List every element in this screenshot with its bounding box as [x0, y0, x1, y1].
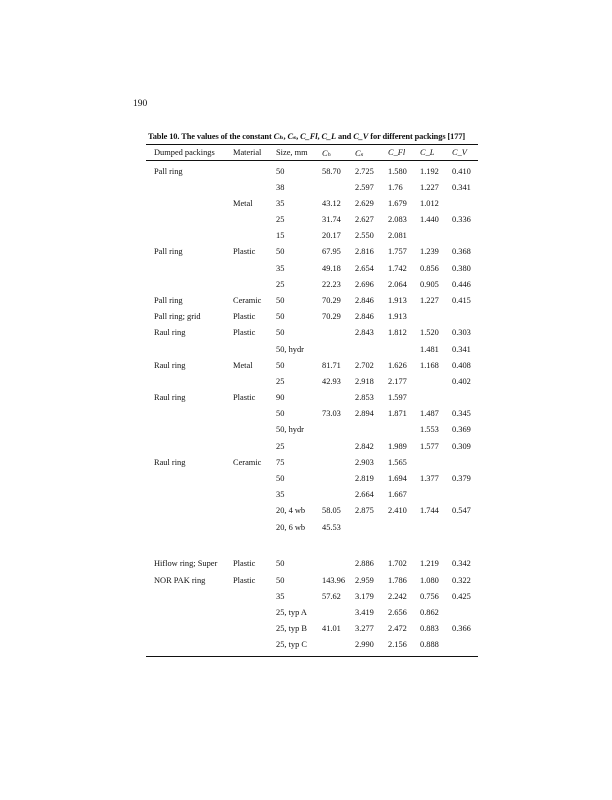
- table-cell: 1.913: [388, 312, 407, 321]
- caption-symbol-cv: C_V: [353, 132, 369, 141]
- caption-symbol-ch: Cₕ: [273, 132, 284, 141]
- table-cell: 0.415: [452, 296, 471, 305]
- table-cell: 50, hydr: [276, 345, 304, 354]
- table-cell: 1.871: [388, 409, 407, 418]
- table-cell: 31.74: [322, 215, 341, 224]
- table-cell: 0.368: [452, 247, 471, 256]
- table-cell: 42.93: [322, 377, 341, 386]
- table-cell: Pall ring: [154, 167, 183, 176]
- table-row: [0, 456, 612, 472]
- caption-symbol-cfl: C_Fl: [300, 132, 318, 141]
- header-size: Size, mm: [276, 148, 308, 157]
- table-cell: 2.725: [355, 167, 374, 176]
- table-cell: 1.626: [388, 361, 407, 370]
- table-cell: 67.95: [322, 247, 341, 256]
- table-cell: 1.786: [388, 576, 407, 585]
- table-cell: Raul ring: [154, 361, 186, 370]
- table-cell: 0.547: [452, 506, 471, 515]
- table-cell: 0.425: [452, 592, 471, 601]
- table-cell: Ceramic: [233, 458, 262, 467]
- table-cell: 2.846: [355, 296, 374, 305]
- table-cell: Plastic: [233, 312, 256, 321]
- table-cell: 2.064: [388, 280, 407, 289]
- table-cell: 2.177: [388, 377, 407, 386]
- table-cell: 2.083: [388, 215, 407, 224]
- table-row: [0, 326, 612, 342]
- table-cell: 2.990: [355, 640, 374, 649]
- table-cell: 1.580: [388, 167, 407, 176]
- table-row: [0, 343, 612, 359]
- header-material: Material: [233, 148, 262, 157]
- table-cell: 0.408: [452, 361, 471, 370]
- table-cell: 2.918: [355, 377, 374, 386]
- table-cell: 2.410: [388, 506, 407, 515]
- table-cell: 43.12: [322, 199, 341, 208]
- table-cell: 50, hydr: [276, 425, 304, 434]
- table-cell: Ceramic: [233, 296, 262, 305]
- table-cell: 2.842: [355, 442, 374, 451]
- table-cell: 0.888: [420, 640, 439, 649]
- table-cell: 57.62: [322, 592, 341, 601]
- table-cell: 2.472: [388, 624, 407, 633]
- table-cell: 41.01: [322, 624, 341, 633]
- table-cell: 45.53: [322, 523, 341, 532]
- table-cell: 1.239: [420, 247, 439, 256]
- table-cell: 2.875: [355, 506, 374, 515]
- table-cell: 2.816: [355, 247, 374, 256]
- page-number: 190: [133, 99, 148, 109]
- table-cell: 1.080: [420, 576, 439, 585]
- table-cell: 3.179: [355, 592, 374, 601]
- table-cell: 2.846: [355, 312, 374, 321]
- table-cell: 75: [276, 458, 285, 467]
- table-cell: 1.694: [388, 474, 407, 483]
- table-cell: 0.883: [420, 624, 439, 633]
- table-cell: Plastic: [233, 247, 256, 256]
- table-cell: 90: [276, 393, 285, 402]
- table-cell: 0.303: [452, 328, 471, 337]
- table-cell: Plastic: [233, 393, 256, 402]
- table-cell: 50: [276, 312, 285, 321]
- table-cell: Plastic: [233, 576, 256, 585]
- table-row: [0, 245, 612, 261]
- table-cell: 50: [276, 296, 285, 305]
- table-row: [0, 472, 612, 488]
- table-cell: 0.410: [452, 167, 471, 176]
- table-cell: 35: [276, 592, 285, 601]
- table-row: [0, 229, 612, 245]
- table-cell: 0.402: [452, 377, 471, 386]
- table-cell: 1.989: [388, 442, 407, 451]
- table-cell: 0.322: [452, 576, 471, 585]
- table-cell: 0.379: [452, 474, 471, 483]
- table-cell: 2.242: [388, 592, 407, 601]
- table-row: [0, 488, 612, 504]
- table-cell: 2.654: [355, 264, 374, 273]
- table-cell: 50: [276, 474, 285, 483]
- table-cell: 1.597: [388, 393, 407, 402]
- table-cell: 3.277: [355, 624, 374, 633]
- table-cell: 2.664: [355, 490, 374, 499]
- table-cell: 1.812: [388, 328, 407, 337]
- table-cell: 70.29: [322, 312, 341, 321]
- table-cell: 50: [276, 361, 285, 370]
- table-cell: 2.853: [355, 393, 374, 402]
- table-row: [0, 165, 612, 181]
- table-cell: 0.756: [420, 592, 439, 601]
- table-cell: 2.959: [355, 576, 374, 585]
- table-row: [0, 606, 612, 622]
- table-cell: 1.440: [420, 215, 439, 224]
- table-row: [0, 622, 612, 638]
- table-cell: 81.71: [322, 361, 341, 370]
- table-cell: 1.757: [388, 247, 407, 256]
- table-row: [0, 197, 612, 213]
- table-cell: 50: [276, 167, 285, 176]
- table-cell: Hiflow ring; Super: [154, 559, 218, 568]
- header-cfl: C_Fl: [388, 148, 406, 157]
- table-cell: 25: [276, 377, 285, 386]
- table-cell: 50: [276, 409, 285, 418]
- table-cell: 58.05: [322, 506, 341, 515]
- table-cell: 1.744: [420, 506, 439, 515]
- table-cell: 50: [276, 247, 285, 256]
- table-cell: 2.696: [355, 280, 374, 289]
- table-cell: 2.886: [355, 559, 374, 568]
- table-cell: 2.597: [355, 183, 374, 192]
- table-row: [0, 359, 612, 375]
- table-row: [0, 440, 612, 456]
- table-cell: 0.345: [452, 409, 471, 418]
- table-cell: 1.192: [420, 167, 439, 176]
- table-cell: 1.565: [388, 458, 407, 467]
- table-cell: 1.227: [420, 183, 439, 192]
- table-cell: 73.03: [322, 409, 341, 418]
- table-cell: 2.903: [355, 458, 374, 467]
- table-cell: 1.577: [420, 442, 439, 451]
- table-cell: 1.481: [420, 345, 439, 354]
- table-bottom-rule: [146, 656, 478, 657]
- table-cell: 1.679: [388, 199, 407, 208]
- table-cell: 35: [276, 264, 285, 273]
- table-cell: 0.446: [452, 280, 471, 289]
- table-cell: 1.377: [420, 474, 439, 483]
- table-cell: Metal: [233, 199, 253, 208]
- table-cell: 1.76: [388, 183, 403, 192]
- table-cell: 20, 6 wb: [276, 523, 306, 532]
- table-cell: 0.905: [420, 280, 439, 289]
- table-cell: 25: [276, 215, 285, 224]
- table-cell: 2.627: [355, 215, 374, 224]
- table-cell: 0.366: [452, 624, 471, 633]
- table-cell: 3.419: [355, 608, 374, 617]
- table-cell: Raul ring: [154, 393, 186, 402]
- table-caption: Table 10. The values of the constant Cₕ, Cₛ, C_Fl, C_L and C_V for different packings [177]: [148, 132, 466, 141]
- caption-symbol-cs: Cₛ: [287, 132, 297, 141]
- table-cell: 0.862: [420, 608, 439, 617]
- table-cell: 1.667: [388, 490, 407, 499]
- table-cell: 50: [276, 576, 285, 585]
- header-dumped-packings: Dumped packings: [154, 148, 215, 157]
- header-ch: Cₕ: [322, 149, 332, 158]
- table-cell: 1.520: [420, 328, 439, 337]
- table-row: [0, 574, 612, 590]
- table-row: [0, 557, 612, 573]
- table-row: [0, 310, 612, 326]
- table-cell: Metal: [233, 361, 253, 370]
- table-cell: Pall ring: [154, 247, 183, 256]
- table-cell: 1.702: [388, 559, 407, 568]
- table-cell: 58.70: [322, 167, 341, 176]
- table-cell: 0.856: [420, 264, 439, 273]
- table-cell: 25, typ C: [276, 640, 307, 649]
- table-cell: 2.819: [355, 474, 374, 483]
- table-cell: 1.227: [420, 296, 439, 305]
- table-cell: 1.219: [420, 559, 439, 568]
- table-row: [0, 423, 612, 439]
- table-cell: 2.550: [355, 231, 374, 240]
- table-cell: Pall ring: [154, 296, 183, 305]
- table-row: [0, 590, 612, 606]
- table-cell: 22.23: [322, 280, 341, 289]
- header-cs: Cₛ: [355, 149, 364, 158]
- table-row: [0, 504, 612, 520]
- caption-suffix: for different packings [177]: [368, 132, 466, 141]
- table-cell: 2.156: [388, 640, 407, 649]
- table-cell: 50: [276, 328, 285, 337]
- table-cell: 2.629: [355, 199, 374, 208]
- table-row: [0, 262, 612, 278]
- table-row: [0, 278, 612, 294]
- table-cell: 25, typ A: [276, 608, 307, 617]
- table-row: [0, 391, 612, 407]
- table-cell: NOR PAK ring: [154, 576, 206, 585]
- table-cell: 1.553: [420, 425, 439, 434]
- table-row: [0, 638, 612, 654]
- table-cell: 20, 4 wb: [276, 506, 306, 515]
- table-header-row: [0, 146, 612, 162]
- table-cell: 2.894: [355, 409, 374, 418]
- table-row: [0, 521, 612, 537]
- table-cell: 143.96: [322, 576, 346, 585]
- table-cell: 0.309: [452, 442, 471, 451]
- table-cell: Raul ring: [154, 458, 186, 467]
- table-cell: Raul ring: [154, 328, 186, 337]
- table-cell: 2.702: [355, 361, 374, 370]
- table-row: [0, 181, 612, 197]
- table-cell: 1.913: [388, 296, 407, 305]
- table-row: [0, 213, 612, 229]
- table-cell: 0.342: [452, 559, 471, 568]
- table-cell: 1.487: [420, 409, 439, 418]
- table-cell: 2.843: [355, 328, 374, 337]
- header-cl: C_L: [420, 148, 435, 157]
- table-row: [0, 375, 612, 391]
- table-cell: 50: [276, 559, 285, 568]
- table-cell: 20.17: [322, 231, 341, 240]
- table-cell: 70.29: [322, 296, 341, 305]
- header-cv: C_V: [452, 148, 467, 157]
- table-cell: 0.341: [452, 345, 471, 354]
- table-cell: 25: [276, 280, 285, 289]
- table-cell: 0.336: [452, 215, 471, 224]
- table-cell: 15: [276, 231, 285, 240]
- table-cell: 25, typ B: [276, 624, 307, 633]
- table-cell: 1.168: [420, 361, 439, 370]
- table-cell: 1.012: [420, 199, 439, 208]
- table-cell: 0.380: [452, 264, 471, 273]
- table-cell: 35: [276, 490, 285, 499]
- table-cell: 2.081: [388, 231, 407, 240]
- table-cell: Plastic: [233, 328, 256, 337]
- table-cell: 38: [276, 183, 285, 192]
- table-cell: Pall ring; grid: [154, 312, 201, 321]
- table-cell: 2.656: [388, 608, 407, 617]
- table-cell: Plastic: [233, 559, 256, 568]
- table-cell: 25: [276, 442, 285, 451]
- table-cell: 1.742: [388, 264, 407, 273]
- caption-symbol-cl: C_L: [321, 132, 337, 141]
- table-row: [0, 407, 612, 423]
- table-cell: 35: [276, 199, 285, 208]
- caption-prefix: Table 10. The values of the constant: [148, 132, 274, 141]
- table-row: [0, 294, 612, 310]
- table-cell: 0.341: [452, 183, 471, 192]
- table-cell: 0.369: [452, 425, 471, 434]
- table-cell: 49.18: [322, 264, 341, 273]
